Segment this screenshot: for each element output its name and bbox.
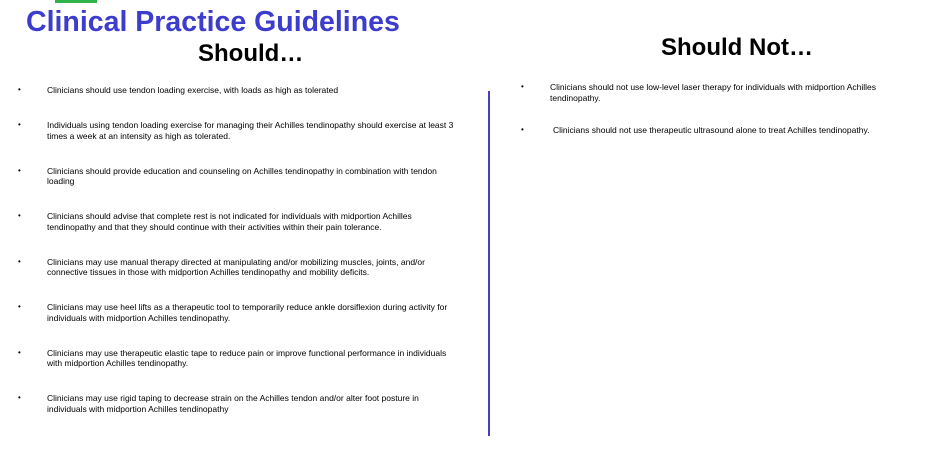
should-item (0, 302, 480, 323)
bullet-icon: • (18, 256, 21, 266)
should-item (0, 166, 480, 187)
bullet-icon: • (521, 82, 524, 91)
column-divider (488, 91, 490, 436)
should-item-text: Clinicians may use manual therapy directed at manipulating and/or mobilizing muscles, joints, and/or connective tissues in those with midportion Achilles tendinopathy and mobility deficits. (47, 256, 425, 277)
should-item (0, 393, 480, 414)
should-not-item (500, 82, 940, 103)
bullet-icon: • (521, 125, 524, 134)
bullet-icon: • (18, 393, 21, 402)
bullet-icon: • (18, 165, 21, 175)
should-item-text: Clinicians may use therapeutic elastic tape to reduce pain or improve functional performance in individuals with midportion Achilles tendinopathy. (47, 347, 447, 368)
should-item (0, 348, 480, 369)
bullet-icon: • (18, 85, 21, 94)
should-not-list (500, 82, 940, 136)
accent-bar (55, 0, 97, 3)
should-item-text: Clinicians should advise that complete rest is not indicated for individuals with midportion Achilles tendinopathy and that they should continue with their activities within their pain tolerance. (47, 211, 412, 232)
should-item (0, 257, 480, 278)
should-not-heading: Should Not… (661, 34, 813, 61)
bullet-icon: • (18, 211, 21, 220)
should-item-text: Individuals using tendon loading exercise for managing their Achilles tendinopathy should exercise at least 3 times a week at an intensity as high as tolerated. (47, 120, 454, 141)
should-item-text: Clinicians should provide education and counseling on Achilles tendinopathy in combination with tendon loading (47, 165, 437, 186)
should-not-item-text: Clinicians should not use therapeutic ultrasound alone to treat Achilles tendinopathy. (553, 125, 870, 135)
bullet-icon: • (18, 120, 21, 129)
should-list (0, 85, 480, 414)
should-item-text: Clinicians may use rigid taping to decrease strain on the Achilles tendon and/or alter foot posture in individuals with midportion Achilles tendinopathy (47, 393, 419, 414)
slide-title: Clinical Practice Guidelines (26, 6, 400, 38)
bullet-icon: • (18, 347, 21, 357)
should-not-item (500, 125, 940, 136)
should-item-text: Clinicians should use tendon loading exercise, with loads as high as tolerated (47, 85, 339, 95)
should-item (0, 120, 480, 141)
should-item-text: Clinicians may use heel lifts as a therapeutic tool to temporarily reduce ankle dorsiflexion during activity for individuals with midportion Achilles tendinopathy. (47, 302, 448, 323)
bullet-icon: • (18, 302, 21, 311)
should-item (0, 85, 480, 96)
should-heading: Should… (198, 40, 304, 67)
should-item (0, 211, 480, 232)
should-not-item-text: Clinicians should not use low-level laser therapy for individuals with midportion Achilles tendinopathy. (550, 82, 876, 103)
